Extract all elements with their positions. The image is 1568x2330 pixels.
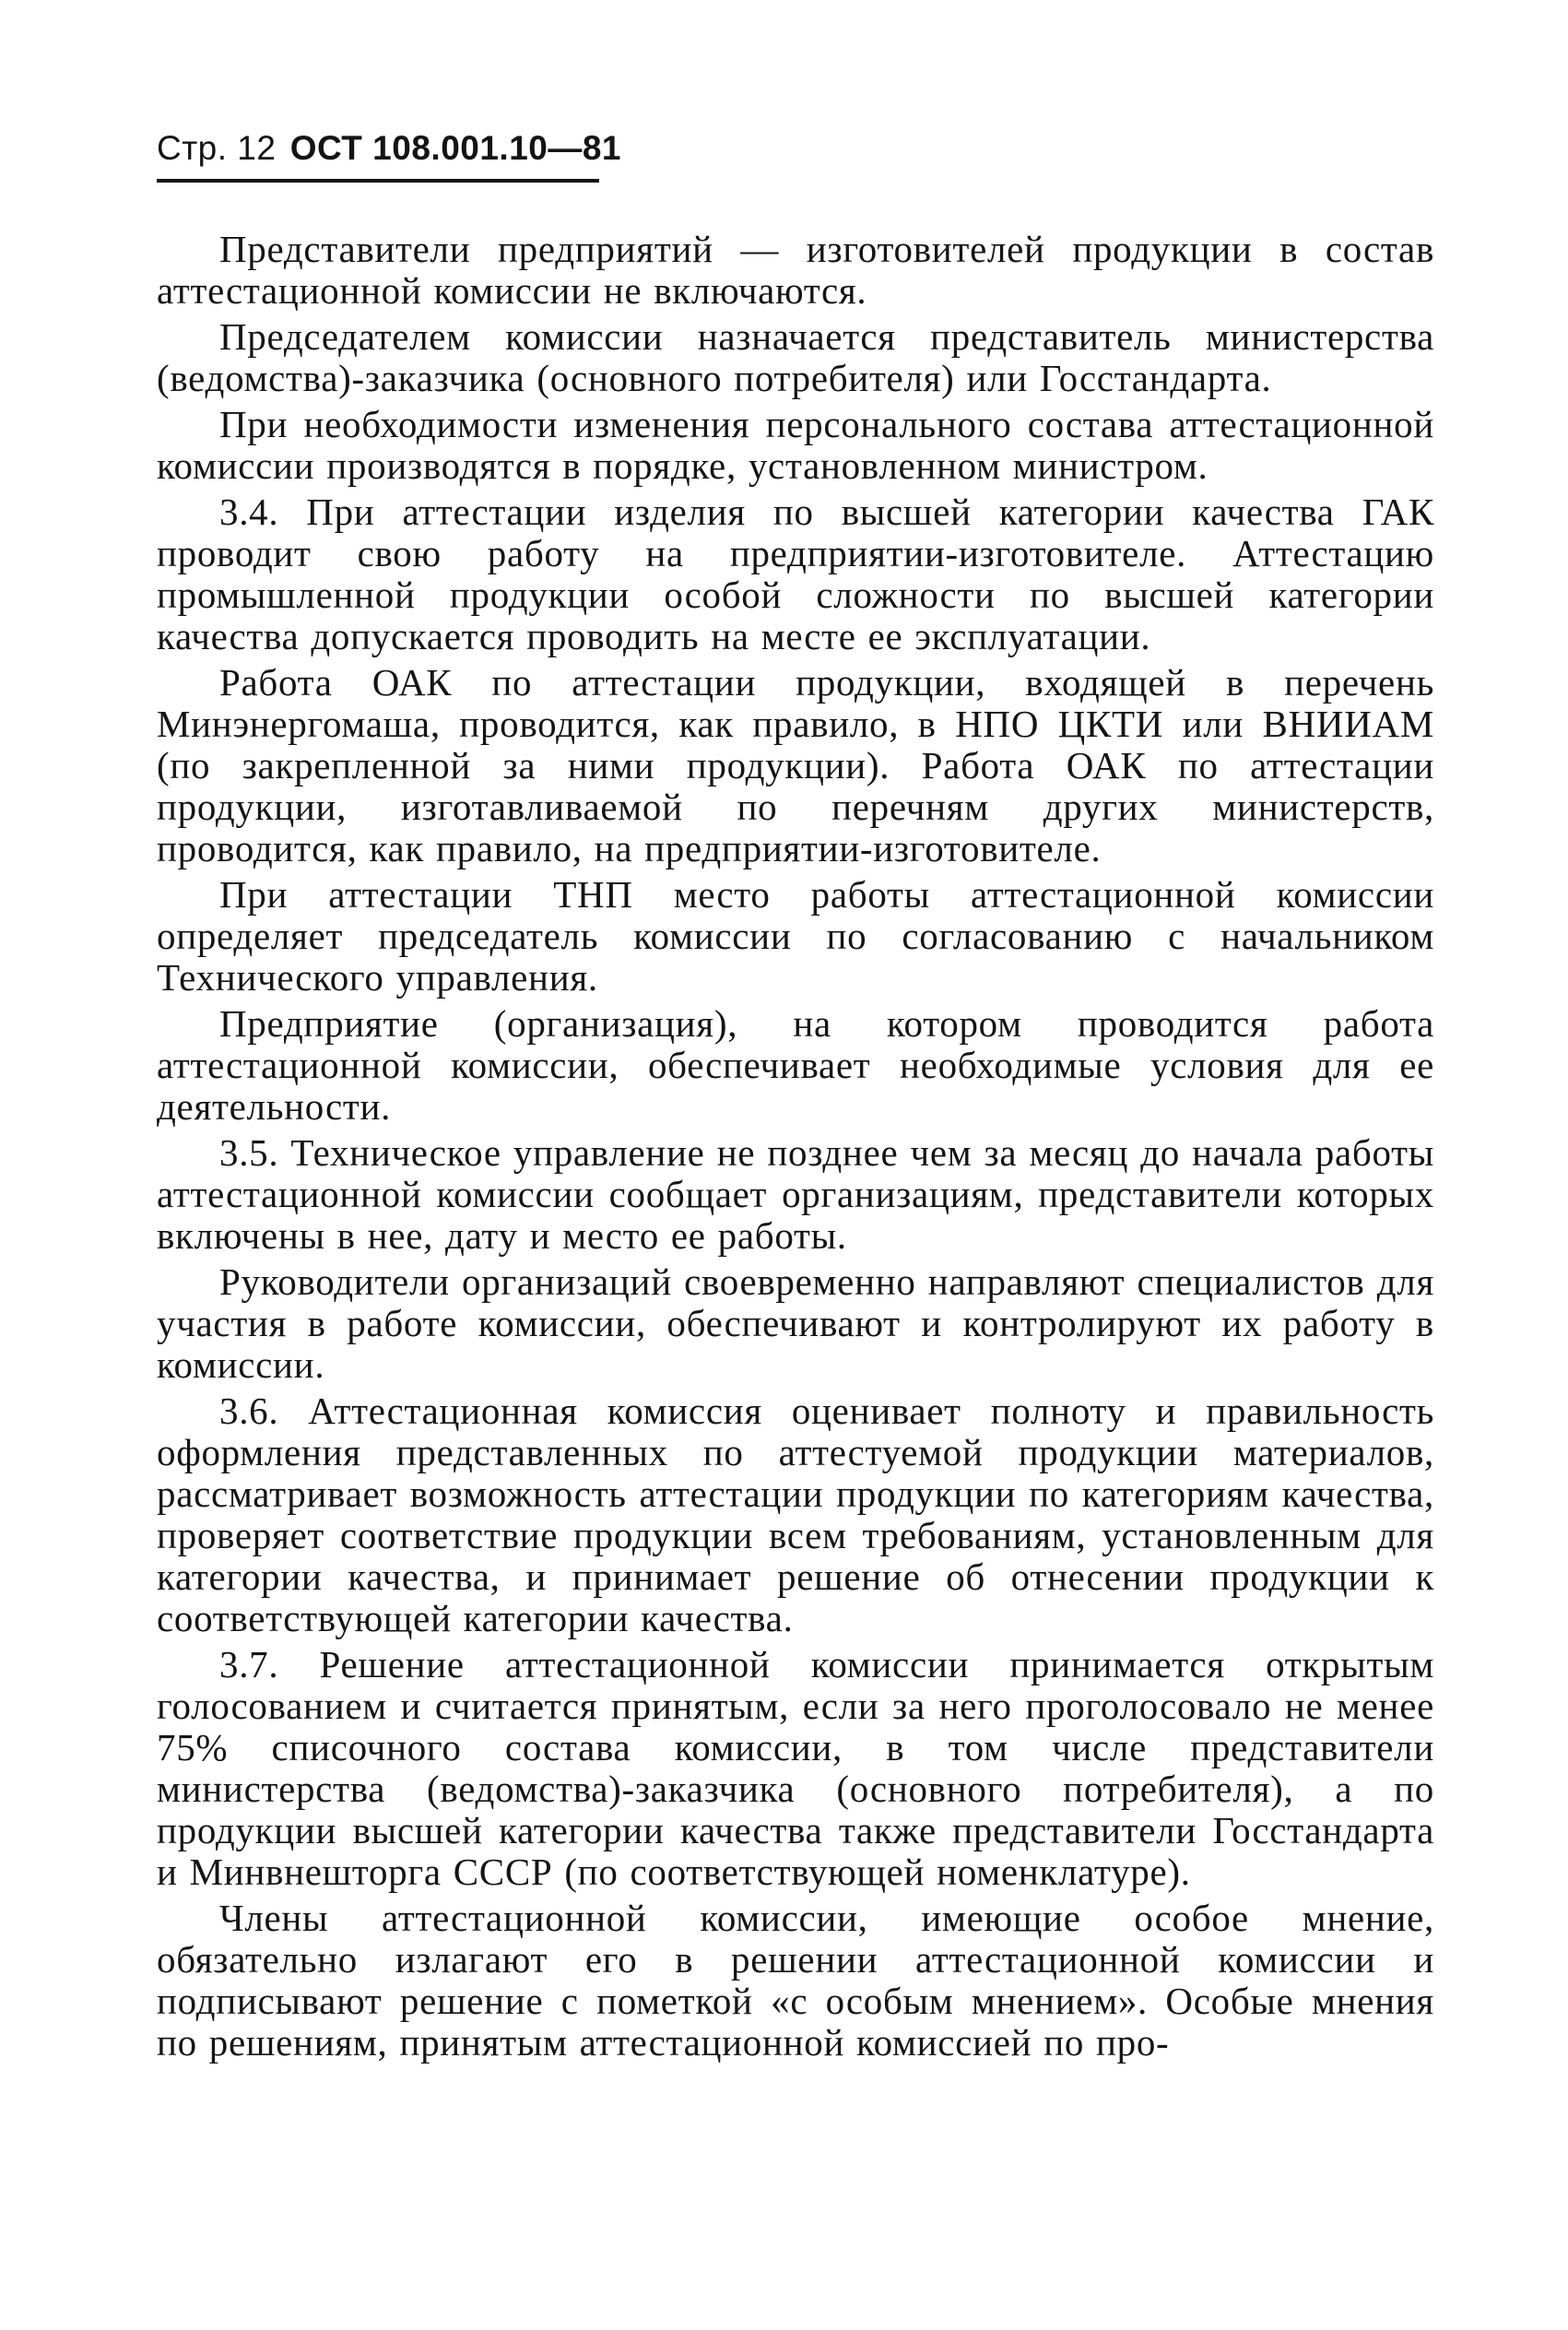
standard-code: ОСТ 108.001.10—81	[289, 129, 622, 167]
paragraph-section-3-4: 3.4. При аттестации изделия по высшей категории качества ГАК проводит свою работу на предприятии-изготовителе. Аттестацию промышленной продукции особой сложности по высшей категории качества допускается проводить на месте ее эксплуатации.	[157, 491, 1434, 657]
paragraph: Предприятие (организация), на котором проводится работа аттестационной комиссии, обеспечивает необходимые условия для ее деятельности.	[157, 1002, 1434, 1128]
paragraph-section-3-6: 3.6. Аттестационная комиссия оценивает полноту и правильность оформления представленных по аттестуемой продукции материалов, рассматривает возможность аттестации продукции по категориям качества, проверяет соответствие продукции всем требованиям, установленным для категории качества, и принимает решение об отнесении продукции к соответствующей категории качества.	[157, 1390, 1434, 1639]
paragraph-section-3-5: 3.5. Техническое управление не позднее чем за месяц до начала работы аттестационной комиссии сообщает организациям, представители которых включены в нее, дату и место ее работы.	[157, 1131, 1434, 1257]
paragraph-section-3-7: 3.7. Решение аттестационной комиссии принимается открытым голосованием и считается принятым, если за него проголосовало не менее 75% списочного состава комиссии, в том числе представители министерства (ведомства)-заказчика (основного потребителя), а по продукции высшей категории качества также представители Госстандарта и Минвнешторга СССР (по соответствующей номенклатуре).	[157, 1643, 1434, 1893]
page-header	[157, 125, 622, 183]
body-text	[157, 229, 1434, 2068]
paragraph: Руководители организаций своевременно направляют специалистов для участия в работе комиссии, обеспечивают и контролируют их работу в комиссии.	[157, 1260, 1434, 1386]
paragraph: Работа ОАК по аттестации продукции, входящей в перечень Минэнергомаша, проводится, как правило, в НПО ЦКТИ или ВНИИАМ (по закрепленной за ними продукции). Работа ОАК по аттестации продукции, изготавливаемой по перечням других министерств, проводится, как правило, на предприятии-изготовителе.	[157, 661, 1434, 869]
page-number-label: Стр. 12	[157, 129, 277, 167]
paragraph: При необходимости изменения персонального состава аттестационной комиссии производятся в порядке, установленном министром.	[157, 403, 1434, 487]
paragraph: Члены аттестационной комиссии, имеющие особое мнение, обязательно излагают его в решении аттестационной комиссии и подписывают решение с пометкой «с особым мнением». Особые мнения по решениям, принятым аттестационной комиссией по про-	[157, 1897, 1434, 2064]
paragraph: При аттестации ТНП место работы аттестационной комиссии определяет председатель комиссии по согласованию с начальником Технического управления.	[157, 873, 1434, 999]
paragraph: Председателем комиссии назначается представитель министерства (ведомства)-заказчика (основного потребителя) или Госстандарта.	[157, 315, 1434, 399]
paragraph: Представители предприятий — изготовителей продукции в состав аттестационной комиссии не включаются.	[157, 228, 1434, 312]
